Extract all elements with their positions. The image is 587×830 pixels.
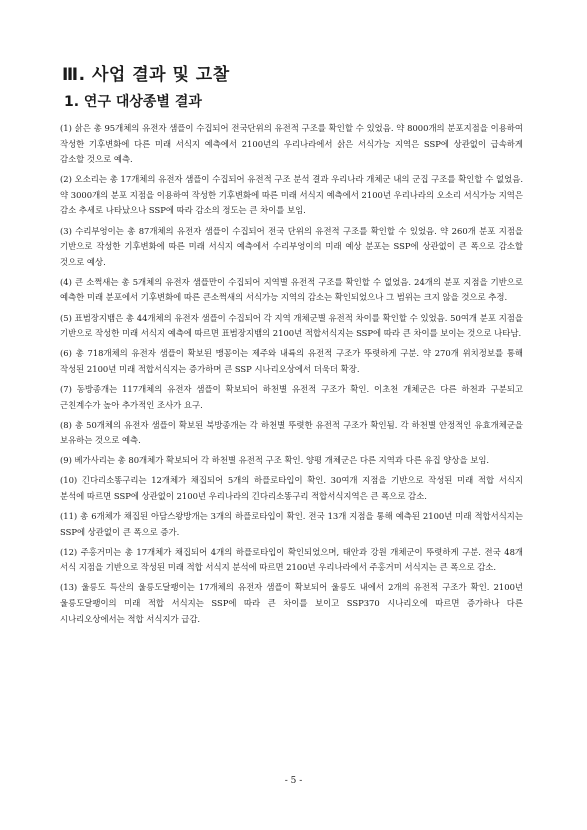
document-page [60,60,523,632]
paragraph-13: (13) 울릉도 특산의 울릉도달팽이는 17개체의 유전자 샘플이 확보되어 울릉도 내에서 2개의 유전적 구조가 확인. 2100년 울릉도달팽이의 미래 적합 서식지는 SSP에 따라 큰 차이를 보이고 SSP370 시나리오에 따르면 증가하나 다른 시나리오상에서는 적합 서식지가 급감. [60,582,523,624]
paragraph-1: (1) 삵은 총 95개체의 유전자 샘플이 수집되어 전국단위의 유전적 구조를 확인할 수 있었음. 약 8000개의 분포지점을 이용하여 작성한 기후변화에 다른 미래 서식지 예측에서 2100년의 우리나라에서 삵은 서식가능 지역은 SSP에 상관없이 급속하게 감소할 것으로 예측. [60,123,523,165]
paragraph-5: (5) 표범장지뱀은 총 44개체의 유전자 샘플이 수집되어 각 지역 개체군별 유전적 차이를 확인할 수 있었음. 50여개 분포 지점을 기반으로 작성한 미래 서식지 예측에 따르면 표범장지뱀의 2100년 적합서식지는 SSP에 따라 큰 차이를 보이는 것으로 나타남. [60,312,523,339]
section-title: Ⅲ. 사업 결과 및 고찰 [62,65,230,85]
paragraph-3: (3) 수리부엉이는 총 87개체의 유전자 샘플이 수집되어 전국 단위의 유전적 구조를 확인할 수 있었음. 약 260개 분포 지점을 기반으로 작성한 기후변화에 따른 미래 서식지 예측에서 수리부엉이의 미래 예상 분포는 SSP에 상관없이 큰 폭으로 감소할 것으로 예상. [60,225,523,267]
paragraph-12: (12) 주홍거미는 총 17개체가 채집되어 4개의 하플로타입이 확인되었으며, 태안과 강원 개체군이 뚜렷하게 구분. 전국 48개 서식 지점을 기반으로 작성된 미래 적합 서식지 분석에 따르면 2100년 우리나라에서 주홍거미 서식지는 큰 폭으로 감소. [60,546,523,573]
paragraph-7: (7) 동방종개는 117개체의 유전자 샘플이 확보되어 하천별 유전적 구조가 확인. 이초천 개체군은 다른 하천과 구분되고 근친계수가 높아 추가적인 조사가 요구. [60,383,523,410]
subsection-title: 1. 연구 대상종별 결과 [64,94,202,110]
paragraph-2: (2) 오소리는 총 17개체의 유전자 샘플이 수집되어 유전적 구조 분석 결과 우리나라 개체군 내의 군집 구조를 확인할 수 없었음. 약 3000개의 분포 지점을 이용하여 작성한 기후변화에 따른 미래 서식지 예측에서 2100년 우리나라의 오소리 서식가능 지역은 감소 추세로 나타났으나 SSP에 따라 감소의 정도는 큰 차이를 보임. [60,174,523,216]
paragraph-11: (11) 총 6개체가 채집된 아담스왕방개는 3개의 하플로타입이 확인. 전국 13개 지점을 통해 예측된 2100년 미래 적합서식지는 SSP에 상관없이 큰 폭으로 증가. [60,511,523,537]
paragraph-9: (9) 베가사리는 총 80개체가 확보되어 각 하천별 유전적 구조 확인. 양평 개체군은 다른 지역과 다른 유집 양상을 보임. [60,455,490,466]
paragraph-8: (8) 총 50개체의 유전자 샘플이 확보된 북방종개는 각 하천별 뚜렷한 유전적 구조가 확인됨. 각 하천별 안정적인 유효개체군을 보유하는 것으로 예측. [60,419,523,446]
page-number: - 5 - [284,776,303,786]
paragraph-4: (4) 큰 소쩍새는 총 5개체의 유전자 샘플만이 수집되어 지역별 유전적 구조를 확인할 수 없었음. 24개의 분포 지점을 기반으로 예측한 미래 분포에서 기후변화에 따른 큰소쩍새의 서식가능 지역의 감소는 확인되었으나 그 범위는 크지 않을 것으로 추정. [60,276,523,303]
paragraph-6: (6) 총 718개체의 유전자 샘플이 확보된 맹꽁이는 제주와 내륙의 유전적 구조가 뚜렷하게 구분. 약 270개 위치정보를 통해 작성된 2100년 미래 적합서식지는 증가하며 큰 SSP 시나리오상에서 더욱더 확장. [60,348,523,374]
paragraph-10: (10) 긴다리소똥구리는 12개체가 채집되어 5개의 하플로타입이 확인. 30여개 지점을 기반으로 작성된 미래 적합 서식지 분석에 따르면 SSP에 상관없이 2100년 우리나라의 긴다리소똥구리 적합서식지역은 큰 폭으로 감소. [60,475,523,501]
